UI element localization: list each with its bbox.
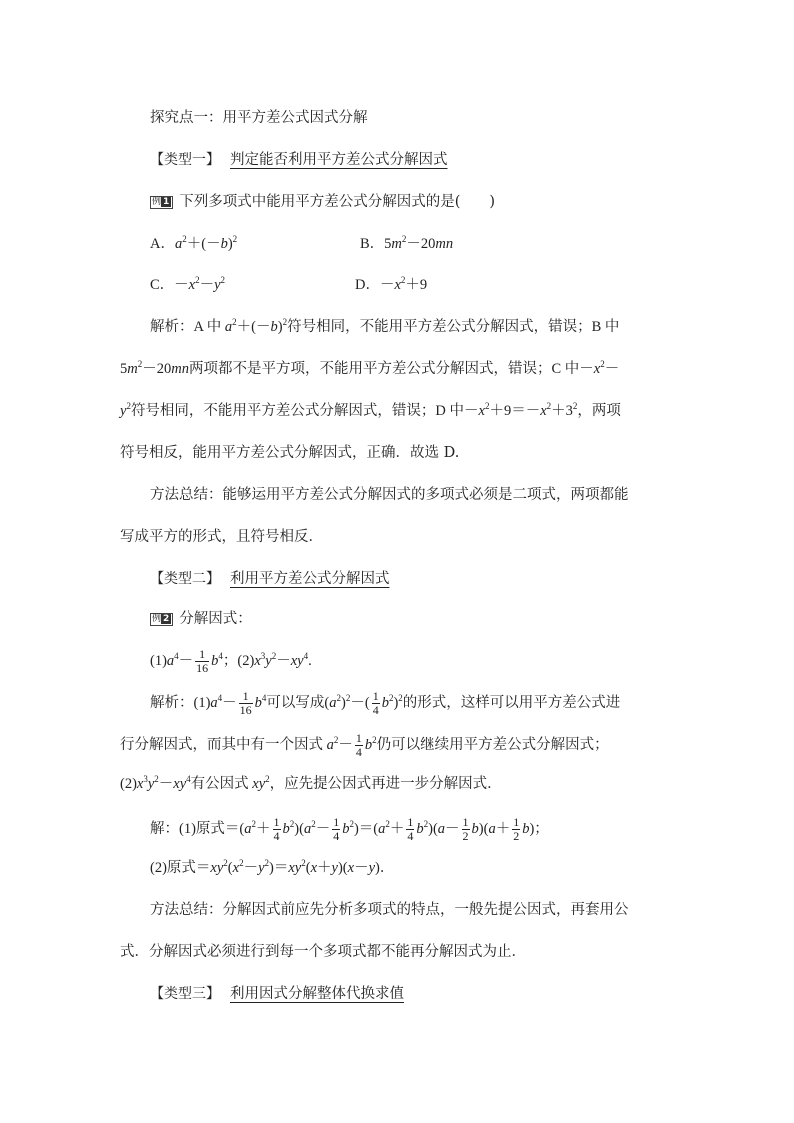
example1-analysis-line3: $y^2$符号相同，不能用平方差公式分解因式，错误；D 中$-x^2+9=-x^2+3^2$，两项 — [120, 401, 621, 419]
example1-analysis-line1: 解析：A 中 $a^2+(-b)^2$符号相同，不能用平方差公式分解因式，错误；B 中 — [150, 317, 620, 335]
example1-analysis-line4: 符号相反，能用平方差公式分解因式，正确．故选 D. — [120, 445, 460, 461]
example1-analysis-line2: $5m^2-20mn$两项都不是平方项，不能用平方差公式分解因式，错误；C 中$-x^2-$ — [120, 359, 620, 377]
option-a: A．$a^2+(-b)^2$ — [150, 234, 238, 252]
example1-summary-line2: 写成平方的形式，且符号相反． — [120, 529, 323, 545]
option-d: D．$-x^2+9$ — [355, 275, 428, 293]
option-b: B．$5m^2-20mn$ — [360, 234, 454, 252]
example1-options-ab — [150, 234, 724, 254]
example2-question: 例 2 分解因式： — [152, 611, 252, 627]
type3-tag: 【类型三】 — [150, 986, 220, 1002]
example1-options-cd — [150, 275, 724, 295]
type1-title: 判定能否利用平方差公式分解因式 — [230, 152, 448, 168]
type2-tag: 【类型二】 — [150, 571, 220, 587]
example1-label: 例 1 — [150, 196, 173, 209]
example2-analysis-line1: 解析：$(1)a^4-$ $\frac{1}{16}$ $b^4$可以写成$(a^2)^2-$( $\frac{1}{4}$ $b^2)^2$的形式，这样可以用平方差公式进 — [150, 689, 621, 717]
example2-analysis-line2: 行分解因式，而其中有一个因式 $a^2-$ $\frac{1}{4}$ $b^2$仍可以继续用平方差公式分解因式； — [120, 731, 609, 759]
example2-subquestions: $(1)a^4-$ $\frac{1}{16}$ $b^4$；$(2)x^3y^2-xy^4$. — [150, 647, 312, 675]
type2-title: 利用平方差公式分解因式 — [230, 571, 390, 587]
section-title: 探究点一：用平方差公式因式分解 — [150, 110, 368, 126]
example2-summary-line1: 方法总结：分解因式前应先分析多项式的特点，一般先提公因式，再套用公 — [150, 902, 629, 918]
type3-heading — [150, 984, 724, 1004]
example2-solution-line2: (2)原式$=xy^2(x^2-y^2)=xy^2(x+y)(x-y)$． — [150, 858, 395, 876]
type3-title: 利用因式分解整体代换求值 — [230, 986, 404, 1002]
example2-summary-line2: 式．分解因式必须进行到每一个多项式都不能再分解因式为止． — [120, 944, 526, 960]
example2-label: 例 2 — [150, 613, 173, 626]
example2-analysis-line3: $(2)x^3y^2-xy^4$有公因式 $xy^2$，应先提公因式再进一步分解因式． — [120, 774, 502, 792]
type1-tag: 【类型一】 — [150, 152, 220, 168]
example1-summary-line1: 方法总结：能够运用平方差公式分解因式的多项式必须是二项式，两项都能 — [150, 487, 629, 503]
example2-solution-line1: 解：(1)原式$=(a^2+$ $\frac{1}{4}$ $b^2)(a^2-$ $\frac{1}{4}$ $b^2)=(a^2+$ $\frac{1}{4}$ $b^2)(a-$ $\frac{1}{2}$ b)(a＋ $\frac{1}{2}$ b)； — [150, 815, 549, 843]
type2-heading — [150, 569, 724, 589]
option-c: C．$-x^2-y^2$ — [150, 275, 226, 293]
type1-heading — [150, 150, 724, 170]
example1-question: 例 1 下列多项式中能用平方差公式分解因式的是( ) — [152, 194, 496, 210]
